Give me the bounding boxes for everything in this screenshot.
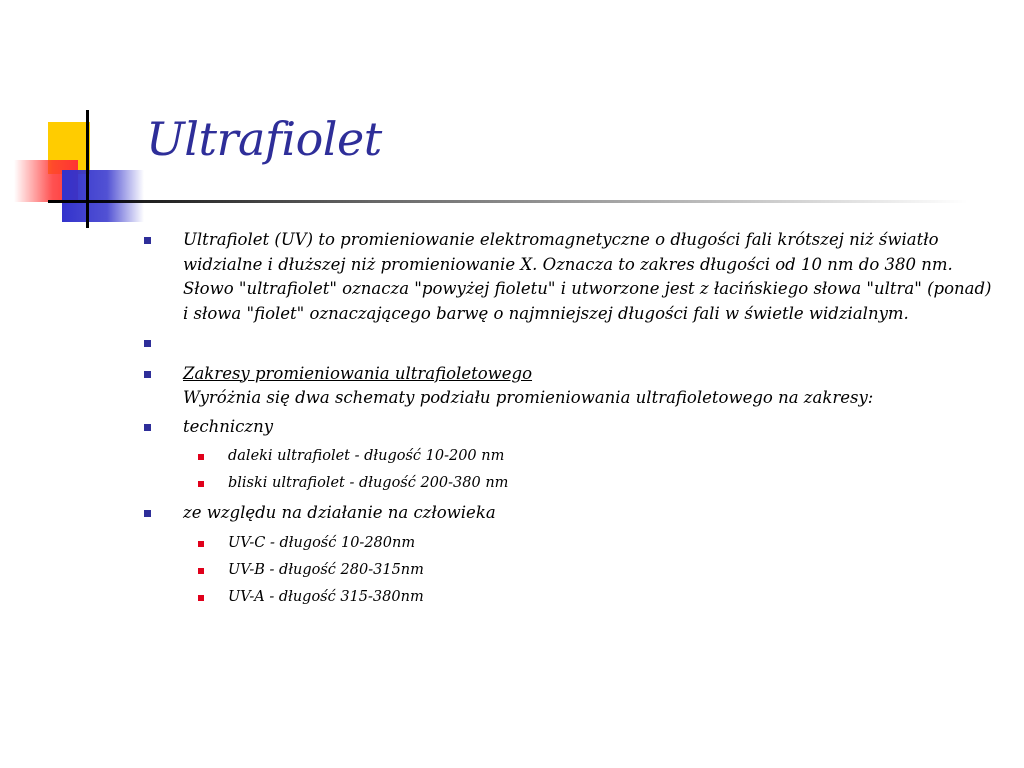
- bullet-marker: [144, 340, 151, 347]
- bullet-text: techniczny: [183, 416, 274, 436]
- bullet-marker: [144, 510, 151, 517]
- bullet-marker: [144, 371, 151, 378]
- bullet-marker: [144, 237, 151, 244]
- bullet-ranges: [140, 362, 1000, 411]
- sub-bullet-text: daleki ultrafiolet - długość 10-200 nm: [228, 448, 505, 464]
- sub-bullet: [140, 557, 1000, 584]
- ranges-link[interactable]: Zakresy promieniowania ultrafioletowego: [183, 363, 533, 383]
- bullet-empty: [140, 331, 1000, 356]
- sub-bullet-text: UV-A - długość 315-380nm: [228, 588, 424, 605]
- bullet-definition: [140, 228, 1000, 326]
- bullet-marker: [144, 424, 151, 431]
- sub-bullet: [140, 584, 1000, 611]
- sub-bullet: [140, 443, 1000, 470]
- deco-vertical-line: [86, 110, 89, 228]
- sub-bullet-text: UV-B - długość 280-315nm: [228, 561, 424, 578]
- bullet-text: ze względu na działanie na człowieka: [183, 503, 496, 522]
- bullet-technical: [140, 415, 1000, 440]
- sub-bullet: [140, 470, 1000, 497]
- deco-blue-square: [62, 170, 144, 222]
- sub-bullet-marker: [198, 568, 204, 574]
- slide-title: Ultrafiolet: [146, 112, 382, 166]
- deco-horizontal-line: [48, 200, 968, 203]
- sub-bullet-marker: [198, 541, 204, 547]
- sub-bullet-text: bliski ultrafiolet - długość 200-380 nm: [228, 475, 509, 491]
- sub-bullet-marker: [198, 481, 204, 487]
- bullet-human-effect: [140, 501, 1000, 526]
- sub-bullet-marker: [198, 454, 204, 460]
- slide-content: [140, 228, 1000, 611]
- sub-bullet: [140, 530, 1000, 557]
- sub-bullet-marker: [198, 595, 204, 601]
- sub-bullet-text: UV-C - długość 10-280nm: [228, 534, 416, 551]
- bullet-text: Ultrafiolet (UV) to promieniowanie elektromagnetyczne o długości fali krótszej niż światło widzialne i dłuższej niż promieniowanie X. Oznacza to zakres długości od 10 nm do 380 nm. Słowo "ultrafiolet" oznacza "powyżej fioletu" i utworzone jest z łacińskiego słowa "ultra" (ponad) i słowa "fiolet" oznaczającego barwę o najmniejszej długości fali w świetle widzialnym.: [183, 230, 992, 323]
- ranges-description: Wyróżnia się dwa schematy podziału promieniowania ultrafioletowego na zakresy:: [183, 388, 874, 407]
